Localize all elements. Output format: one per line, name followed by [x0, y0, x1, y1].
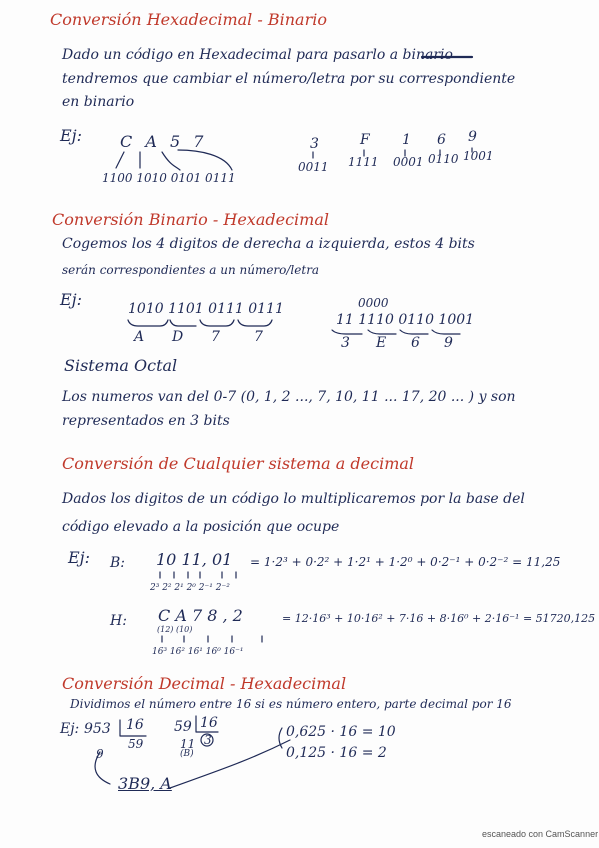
- s5-div2-note: (B): [180, 749, 194, 759]
- s1-digit-2: F: [360, 132, 370, 148]
- s4-text-line-1: Dados los digitos de un código lo multiplicaremos por la base del: [62, 491, 525, 507]
- s4-hex-exponents: 16³ 16² 16¹ 16⁰ 16⁻¹: [152, 647, 244, 657]
- s2-ex1-hex-2: D: [172, 329, 184, 345]
- s4-binary-exponents: 2³ 2² 2¹ 2⁰ 2⁻¹ 2⁻²: [150, 583, 230, 593]
- s5-div2-quotient: 3: [204, 733, 212, 747]
- arrow-7-to-0111: [178, 150, 232, 170]
- s2-ex2-binary: 11 1110 0110 1001: [336, 312, 475, 328]
- s4-binary-formula: = 1·2³ + 0·2² + 1·2¹ + 1·2⁰ + 0·2⁻¹ + 0·2⁻² = 11,25: [250, 555, 561, 569]
- s5-example-label: Ej:: [60, 721, 80, 737]
- s1-digit-3: 1: [402, 132, 411, 148]
- s1-hex-code: C A 5 7: [120, 132, 208, 151]
- s2-ex1-hex-1: A: [134, 329, 145, 345]
- s5-text-line-1: Dividimos el número entre 16 si es número entero, parte decimal por 16: [70, 697, 512, 711]
- section-title-octal: Sistema Octal: [64, 356, 178, 375]
- s2-example-label: Ej:: [60, 290, 83, 309]
- s4-hex-formula: = 12·16³ + 10·16² + 7·16 + 8·16⁰ + 2·16⁻¹ = 51720,125: [282, 612, 596, 625]
- s1-digit-bin-3: 0001: [393, 155, 424, 169]
- s5-quotient: 59: [128, 737, 144, 751]
- s5-remainder: 9: [96, 747, 104, 761]
- s3-text-line-2: representados en 3 bits: [62, 413, 230, 429]
- s5-div2-remainder: 11: [180, 737, 196, 751]
- s2-ex1-hex-3: 7: [211, 329, 220, 345]
- s2-text-line-1: Cogemos los 4 digitos de derecha a izquierda, estos 4 bits: [62, 236, 475, 252]
- section-title-bin-hex: Conversión Binario - Hexadecimal: [52, 210, 329, 229]
- s2-ex2-hex-1: 3: [341, 335, 350, 351]
- s4-hex-notes: (12) (10): [157, 625, 193, 634]
- s4-binary-label: B:: [110, 555, 126, 571]
- section-title-hex-bin: Conversión Hexadecimal - Binario: [50, 10, 327, 29]
- s5-fraction-step-2: 0,125 · 16 = 2: [286, 745, 387, 761]
- s4-binary-number: 10 11, 01: [156, 550, 233, 569]
- s1-digit-bin-1: 0011: [298, 160, 329, 174]
- arrow-c-to-1100: [116, 152, 124, 168]
- s1-binary-result: 1100 1010 0101 0111: [102, 171, 236, 185]
- s3-text-line-1: Los numeros van del 0-7 (0, 1, 2 ..., 7, 10, 11 ... 17, 20 ... ) y son: [62, 389, 516, 405]
- s2-ex1-binary: 1010 1101 0111 0111: [128, 301, 284, 317]
- s1-example-label: Ej:: [60, 126, 83, 145]
- arrow-5-to-0101: [162, 152, 180, 170]
- section-title-dec-hex: Conversión Decimal - Hexadecimal: [62, 674, 347, 693]
- s4-hex-number: C A 7 8 , 2: [158, 606, 243, 625]
- s1-digit-bin-4: 0110: [428, 152, 459, 166]
- s5-divisor: 16: [126, 717, 144, 733]
- s1-text-line-1: Dado un código en Hexadecimal para pasarlo a binario: [62, 47, 453, 63]
- s1-digit-5: 9: [468, 129, 477, 145]
- s1-digit-bin-2: 1111: [348, 155, 379, 169]
- s2-ex2-hex-3: 6: [411, 335, 420, 351]
- s1-text-line-2: tendremos que cambiar el número/letra por su correspondiente: [62, 71, 516, 87]
- s1-digit-1: 3: [310, 136, 319, 152]
- s2-ex2-padding: 0000: [358, 296, 389, 310]
- s1-digit-4: 6: [437, 132, 446, 148]
- s1-digit-bin-5: 1001: [463, 149, 494, 163]
- s4-text-line-2: código elevado a la posición que ocupe: [62, 519, 340, 535]
- s4-example-label: Ej:: [68, 548, 91, 567]
- s1-text-line-3: en binario: [62, 94, 135, 110]
- s2-text-line-2: serán correspondientes a un número/letra: [62, 263, 320, 277]
- section-title-any-to-decimal: Conversión de Cualquier sistema a decimal: [62, 454, 415, 473]
- s5-fraction-step-1: 0,625 · 16 = 10: [286, 724, 396, 740]
- s4-hex-label: H:: [110, 613, 127, 629]
- s5-dividend: 953: [84, 721, 111, 737]
- s2-ex2-hex-2: E: [376, 335, 387, 351]
- s5-result: 3B9, A: [118, 774, 172, 793]
- s5-div2-divisor: 16: [200, 715, 218, 731]
- s5-div2-dividend: 59: [174, 719, 192, 735]
- s2-ex2-hex-4: 9: [444, 335, 453, 351]
- scanner-watermark: escaneado con CamScanner: [482, 829, 599, 839]
- s2-ex1-hex-4: 7: [254, 329, 263, 345]
